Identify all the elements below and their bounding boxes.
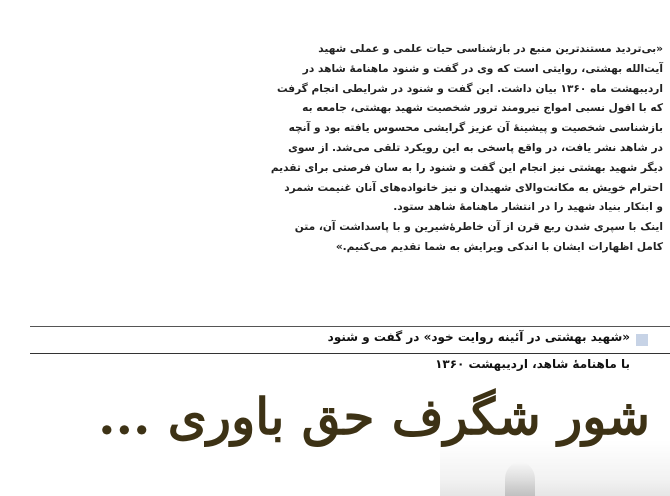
intro-line: «بی‌تردید مستندترین منبع در بازشناسی حیات علمی و عملی شهید <box>318 43 663 55</box>
background-photo-figure <box>505 462 535 496</box>
source-title: «شهید بهشتی در آئینه روایت خود» در گفت و شنود <box>327 330 630 344</box>
intro-line: بازشناسی شخصیت و پیشینهٔ آن عزیز گرایشی محسوس یافته بود و آنچه <box>288 122 663 135</box>
source-publication: با ماهنامهٔ شاهد، اردیبهشت ۱۳۶۰ <box>435 357 630 371</box>
intro-line: اردیبهشت ماه ۱۳۶۰ بیان داشت. این گفت و شنود در شرایطی انجام گرفت <box>276 82 663 95</box>
article-intro <box>268 40 663 258</box>
top-divider <box>30 326 670 327</box>
intro-line: دیگر شهید بهشتی نیز انجام این گفت و شنود را به سان فرصتی برای تقدیم <box>270 161 663 174</box>
intro-line: اینک با سپری شدن ربع قرن از آن خاطرهٔ‌شیرین و با پاسداشت آن، متن <box>294 221 663 234</box>
intro-line: و ابتکار بنیاد شهید را در انتشار ماهنامهٔ شاهد ستود. <box>393 201 663 214</box>
intro-line: در شاهد نشر یافت، در واقع پاسخی به این رویکرد تلقی می‌شد. از سوی <box>288 141 663 154</box>
intro-line: که با افول نسبی امواج نیرومند ترور شخصیت شهید بهشتی، جامعه به <box>302 102 663 115</box>
intro-line: احترام خویش به مکانت‌والای شهیدان و نیز خانواده‌های آنان غنیمت شمرد <box>284 181 663 194</box>
section-marker <box>636 334 648 346</box>
intro-line: کامل اظهارات ایشان با اندکی ویرایش به شما تقدیم می‌کنیم.» <box>335 240 663 253</box>
intro-line: آیت‌الله بهشتی، روایتی است که وی در گفت و شنود ماهنامهٔ شاهد در <box>302 62 663 75</box>
bottom-divider <box>30 353 670 354</box>
page-headline: شور شگرف حق باوری ... <box>98 387 650 446</box>
